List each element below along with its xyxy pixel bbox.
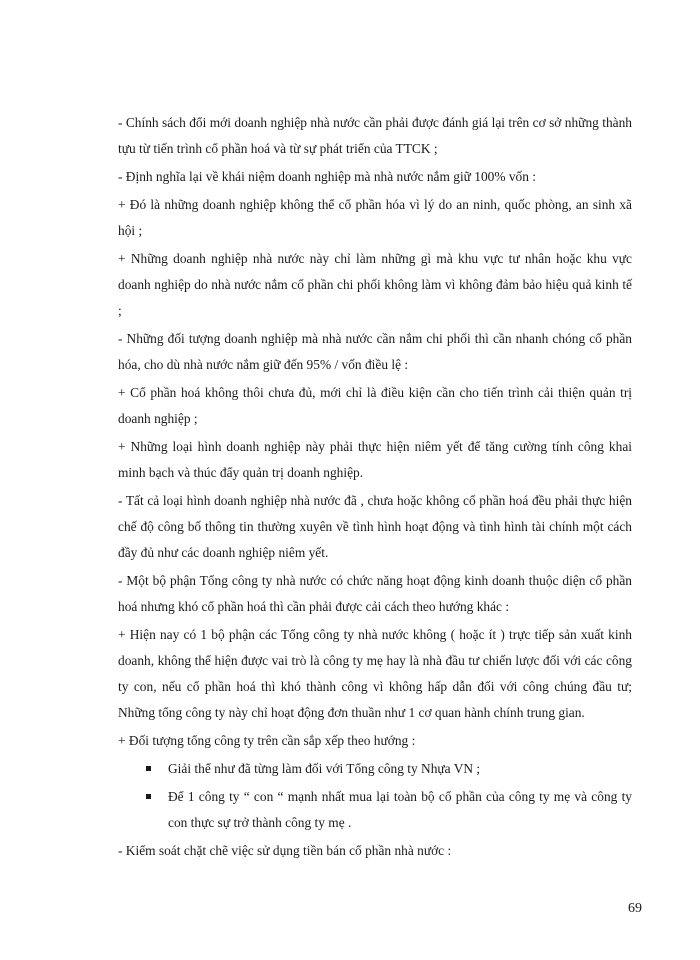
paragraph: + Những loại hình doanh nghiệp này phải thực hiện niêm yết để tăng cường tính công khai minh bạch và thúc đẩy quản trị doanh nghiệp.	[118, 439, 632, 480]
paragraph: - Kiểm soát chặt chẽ việc sử dụng tiền bán cổ phần nhà nước :	[118, 843, 452, 858]
paragraph: - Những đối tượng doanh nghiệp mà nhà nước cần nắm chi phối thì cần nhanh chóng cổ phần hóa, cho dù nhà nước nắm giữ đến 95% / vốn điều lệ :	[118, 331, 632, 372]
paragraph: - Tất cả loại hình doanh nghiệp nhà nước đã , chưa hoặc không cổ phần hoá đều phải thực hiện chế độ công bố thông tin thường xuyên về tình hình hoạt động và tình hình tài chính một cách đầy đủ như các doanh nghiệp niêm yết.	[118, 493, 632, 560]
paragraph: + Những doanh nghiệp nhà nước này chỉ làm những gì mà khu vực tư nhân hoặc khu vực doanh nghiệp do nhà nước nắm cổ phần chi phối không làm vì không đảm bảo hiệu quả kinh tế ;	[118, 251, 632, 318]
document-body	[118, 110, 632, 866]
bullet-list	[118, 756, 632, 836]
paragraph: + Đối tượng tổng công ty trên cần sắp xếp theo hướng :	[118, 733, 416, 748]
square-bullet-icon	[146, 766, 151, 771]
paragraph: - Chính sách đổi mới doanh nghiệp nhà nước cần phải được đánh giá lại trên cơ sở những thành tựu từ tiến trình cổ phần hoá và từ sự phát triển của TTCK ;	[118, 115, 632, 156]
bullet-item	[146, 756, 632, 782]
bullet-text: Để 1 công ty “ con “ mạnh nhất mua lại toàn bộ cổ phần của công ty mẹ và công ty con thực sự trở thành công ty mẹ .	[168, 789, 632, 830]
paragraph: + Cổ phần hoá không thôi chưa đủ, mới chỉ là điều kiện cần cho tiến trình cải thiện quản trị doanh nghiệp ;	[118, 385, 632, 426]
square-bullet-icon	[146, 794, 151, 799]
bullet-text: Giải thể như đã từng làm đối với Tổng công ty Nhựa VN ;	[168, 761, 481, 776]
page-number: 69	[628, 901, 642, 916]
paragraph: + Hiện nay có 1 bộ phận các Tổng công ty nhà nước không ( hoặc ít ) trực tiếp sản xuất kinh doanh, không thể hiện được vai trò là công ty mẹ hay là nhà đầu tư chiến lược đối với các công ty con, nếu cổ phần hoá thì khó thành công vì không hấp dẫn đối với công chúng đầu tư; Những tổng công ty này chỉ hoạt động đơn thuần như 1 cơ quan hành chính trung gian.	[118, 627, 632, 720]
paragraph: - Định nghĩa lại về khái niệm doanh nghiệp mà nhà nước nắm giữ 100% vốn :	[118, 169, 537, 184]
paragraph: + Đó là những doanh nghiệp không thể cổ phần hóa vì lý do an ninh, quốc phòng, an sinh xã hội ;	[118, 197, 632, 238]
paragraph: - Một bộ phận Tổng công ty nhà nước có chức năng hoạt động kinh doanh thuộc diện cổ phần hoá nhưng khó cổ phần hoá thì cần phải được cải cách theo hướng khác :	[118, 573, 632, 614]
bullet-item	[146, 784, 632, 836]
